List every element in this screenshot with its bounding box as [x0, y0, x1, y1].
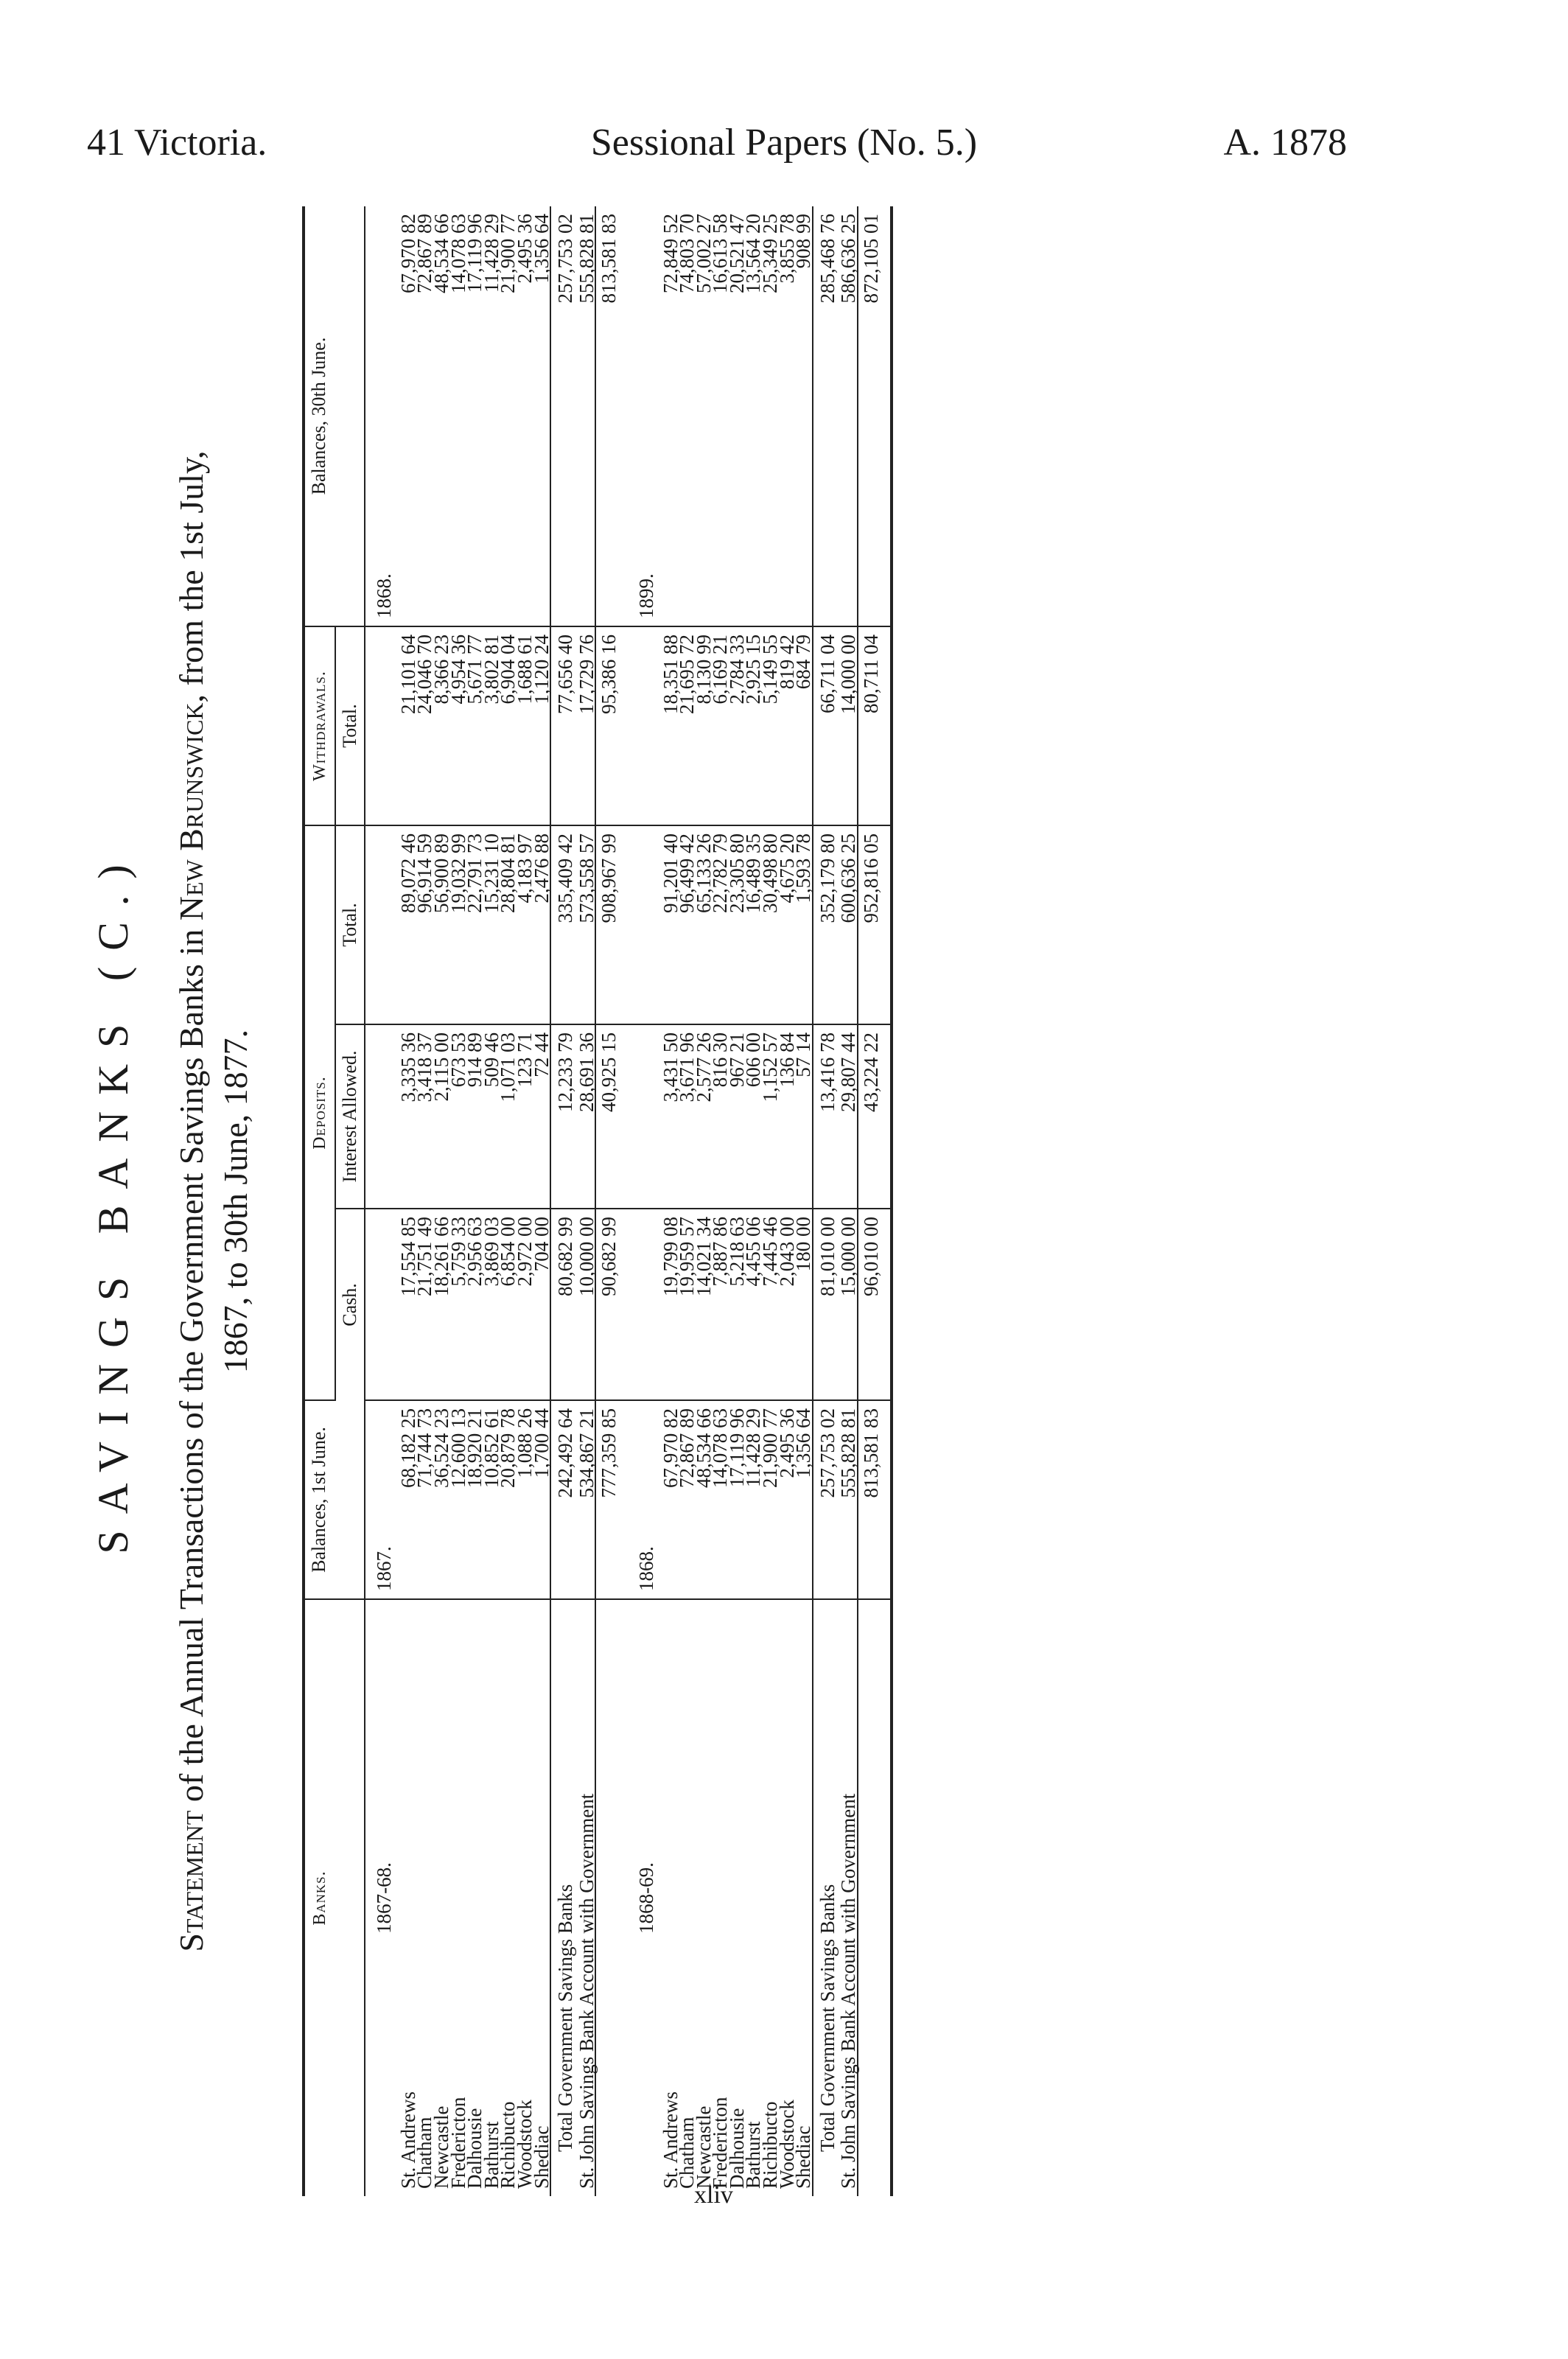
cell-open: 11,428 29	[745, 1400, 762, 1599]
cell-close: 2,495 36	[517, 206, 533, 626]
cell-interest: 914 89	[466, 1024, 483, 1209]
empty-cell	[365, 1024, 400, 1209]
bank-name: Shediac	[530, 2125, 553, 2189]
grand-cash: 90,682 99	[595, 1209, 628, 1400]
empty-cell	[628, 825, 662, 1024]
header-left: 41 Victoria.	[87, 122, 267, 164]
col-interest: Interest Allowed.	[335, 1024, 365, 1209]
statement-text-1: of the Annual Transactions of the Government Savings Banks in	[172, 920, 210, 1811]
cell-cash: 2,956 63	[466, 1209, 483, 1400]
grand-dep-total: 952,816 05	[858, 825, 892, 1024]
cell-close: 16,613 58	[712, 206, 729, 626]
cell-wd-total: 6,169 21	[712, 626, 729, 825]
table-row	[416, 206, 433, 2196]
cell-cash: 180 00	[795, 1209, 813, 1400]
cell-wd-total: 17,729 76	[578, 626, 596, 825]
cell-dep-total: 22,791 73	[466, 825, 483, 1024]
cell-interest: 1,152 57	[762, 1024, 779, 1209]
total-government-row	[813, 206, 841, 2196]
cell-interest: 606 00	[745, 1024, 762, 1209]
section-label: 1868-69.	[634, 1862, 657, 1934]
cell-wd-total: 819 42	[779, 626, 796, 825]
cell-cash: 6,854 00	[500, 1209, 517, 1400]
cell-dep-total: 600,636 25	[840, 825, 858, 1024]
header-right: A. 1878	[1223, 122, 1347, 164]
cell-cash: 18,261 66	[433, 1209, 450, 1400]
cell-close: 20,521 47	[729, 206, 746, 626]
cell-close: 586,636 25	[840, 206, 858, 626]
cell-interest: 3,335 36	[400, 1024, 417, 1209]
ledger-body	[365, 206, 891, 2196]
cell-open: 14,078 63	[712, 1400, 729, 1599]
bank-name: Fredericton	[709, 2097, 732, 2189]
bank-name: Dalhousie	[463, 2108, 486, 2189]
cell-open: 67,970 82	[662, 1400, 679, 1599]
cell-cash: 2,972 00	[517, 1209, 533, 1400]
cell-close: 908 99	[795, 206, 813, 626]
cell-cash: 7,887 86	[712, 1209, 729, 1400]
col-deposits-total: Total.	[335, 825, 365, 1024]
grand-close: 872,105 01	[858, 206, 892, 626]
cell-close: 13,564 20	[745, 206, 762, 626]
bank-name: Chatham	[413, 2117, 436, 2189]
statement-line-2: 1867, to 30th June, 1877.	[217, 1029, 254, 1374]
cell-wd-total: 3,802 81	[483, 626, 500, 825]
cell-interest: 967 21	[729, 1024, 746, 1209]
cell-dep-total: 16,489 35	[745, 825, 762, 1024]
empty-cell	[628, 1024, 662, 1209]
cell-dep-total: 15,231 10	[483, 825, 500, 1024]
rotated-statement-block	[88, 206, 1356, 2196]
grand-dep-total: 908,967 99	[595, 825, 628, 1024]
col-group-deposits: Deposits.	[304, 825, 335, 1400]
cell-wd-total: 18,351 88	[662, 626, 679, 825]
bank-name: Newcastle	[692, 2105, 715, 2189]
bank-name: Total Government Savings Banks	[813, 1599, 841, 2196]
cell-interest: 28,691 36	[578, 1024, 596, 1209]
grand-cash: 96,010 00	[858, 1209, 892, 1400]
cell-interest: 136 84	[779, 1024, 796, 1209]
grand-wd-total: 80,711 04	[858, 626, 892, 825]
cell-wd-total: 21,695 72	[679, 626, 696, 825]
cell-open: 242,492 64	[550, 1400, 578, 1599]
cell-wd-total: 684 79	[795, 626, 813, 825]
cell-open: 48,534 66	[696, 1400, 713, 1599]
page-title: SAVINGS BANKS (C.)	[89, 848, 137, 1554]
cell-close: 57,002 27	[696, 206, 713, 626]
grand-total-row	[595, 206, 628, 2196]
cell-dep-total: 573,558 57	[578, 825, 596, 1024]
cell-interest: 123 71	[517, 1024, 533, 1209]
cell-close: 72,849 52	[662, 206, 679, 626]
table-row	[400, 206, 417, 2196]
empty-cell	[858, 1599, 892, 2196]
bank-name: Shediac	[792, 2125, 815, 2189]
cell-interest: 3,418 37	[416, 1024, 433, 1209]
col-withdrawals-total: Total.	[335, 626, 365, 825]
cell-open: 2,495 36	[779, 1400, 796, 1599]
cell-interest: 13,416 78	[813, 1024, 841, 1209]
cell-wd-total: 8,130 99	[696, 626, 713, 825]
col-cash: Cash.	[335, 1209, 365, 1400]
bank-name: Dalhousie	[725, 2108, 748, 2189]
cell-open: 10,852 61	[483, 1400, 500, 1599]
table-row	[483, 206, 500, 2196]
cell-cash: 5,759 33	[450, 1209, 467, 1400]
cell-close: 257,753 02	[550, 206, 578, 626]
cell-close: 17,119 96	[466, 206, 483, 626]
empty-cell	[628, 626, 662, 825]
cell-cash: 21,751 49	[416, 1209, 433, 1400]
cell-wd-total: 2,925 15	[745, 626, 762, 825]
cell-wd-total: 24,046 70	[416, 626, 433, 825]
cell-cash: 80,682 99	[550, 1209, 578, 1400]
bank-name: St. Andrews	[659, 2091, 682, 2189]
cell-open: 1,088 26	[517, 1400, 533, 1599]
bank-name: Newcastle	[430, 2105, 452, 2189]
table-row	[729, 206, 746, 2196]
bank-name: Bathurst	[742, 2121, 765, 2189]
cell-dep-total: 91,201 40	[662, 825, 679, 1024]
cell-cash: 2,043 00	[779, 1209, 796, 1400]
section-year-open: 1867.	[365, 1400, 400, 1599]
table-row	[745, 206, 762, 2196]
table-row	[433, 206, 450, 2196]
table-row	[466, 206, 483, 2196]
cell-interest: 57 14	[795, 1024, 813, 1209]
grand-total-row	[858, 206, 892, 2196]
empty-cell	[628, 1209, 662, 1400]
cell-open: 257,753 02	[813, 1400, 841, 1599]
cell-wd-total: 5,671 77	[466, 626, 483, 825]
cell-close: 72,867 89	[416, 206, 433, 626]
cell-open: 12,600 13	[450, 1400, 467, 1599]
cell-wd-total: 8,366 23	[433, 626, 450, 825]
bank-name: Richibucto	[759, 2101, 782, 2189]
total-government-row	[550, 206, 578, 2196]
cell-cash: 4,455 06	[745, 1209, 762, 1400]
page-number: xliv	[694, 2181, 733, 2209]
cell-dep-total: 56,900 89	[433, 825, 450, 1024]
cell-cash: 7,445 46	[762, 1209, 779, 1400]
cell-dep-total: 1,593 78	[795, 825, 813, 1024]
cell-open: 71,744 73	[416, 1400, 433, 1599]
section-year-open: 1868.	[628, 1400, 662, 1599]
cell-close: 67,970 82	[400, 206, 417, 626]
cell-interest: 3,671 96	[679, 1024, 696, 1209]
cell-close: 1,356 64	[533, 206, 551, 626]
table-row	[450, 206, 467, 2196]
cell-wd-total: 4,954 36	[450, 626, 467, 825]
cell-wd-total: 66,711 04	[813, 626, 841, 825]
cell-dep-total: 22,782 79	[712, 825, 729, 1024]
cell-open: 36,524 23	[433, 1400, 450, 1599]
cell-dep-total: 89,072 46	[400, 825, 417, 1024]
section-heading-row	[628, 206, 662, 2196]
statement-lead: Statement	[172, 1810, 210, 1952]
cell-open: 534,867 21	[578, 1400, 596, 1599]
table-row	[662, 206, 679, 2196]
cell-close: 285,468 76	[813, 206, 841, 626]
empty-cell	[365, 825, 400, 1024]
grand-close: 813,581 83	[595, 206, 628, 626]
col-balance-open: Balances, 1st June.	[304, 1400, 365, 1599]
cell-cash: 15,000 00	[840, 1209, 858, 1400]
bank-name: Woodstock	[513, 2100, 536, 2189]
cell-wd-total: 2,784 33	[729, 626, 746, 825]
table-row	[533, 206, 551, 2196]
table-row	[696, 206, 713, 2196]
grand-open: 813,581 83	[858, 1400, 892, 1599]
table-row	[762, 206, 779, 2196]
cell-dep-total: 352,179 80	[813, 825, 841, 1024]
cell-cash: 17,554 85	[400, 1209, 417, 1400]
bank-name: Woodstock	[775, 2100, 798, 2189]
cell-close: 74,803 70	[679, 206, 696, 626]
table-row	[500, 206, 517, 2196]
cell-wd-total: 21,101 64	[400, 626, 417, 825]
section-heading-row	[365, 206, 400, 2196]
cell-dep-total: 4,675 20	[779, 825, 796, 1024]
cell-interest: 29,807 44	[840, 1024, 858, 1209]
cell-cash: 3,869 03	[483, 1209, 500, 1400]
table-row	[712, 206, 729, 2196]
cell-wd-total: 1,688 61	[517, 626, 533, 825]
bank-name: Richibucto	[497, 2101, 519, 2189]
grand-interest: 40,925 15	[595, 1024, 628, 1209]
cell-dep-total: 19,032 99	[450, 825, 467, 1024]
cell-close: 48,534 66	[433, 206, 450, 626]
cell-dep-total: 96,499 42	[679, 825, 696, 1024]
bank-name: St. John Savings Bank Account with Government	[837, 1793, 860, 2189]
cell-open: 20,879 78	[500, 1400, 517, 1599]
bank-name: St. Andrews	[396, 2091, 419, 2189]
table-row	[795, 206, 813, 2196]
cell-wd-total: 1,120 24	[533, 626, 551, 825]
grand-interest: 43,224 22	[858, 1024, 892, 1209]
cell-open: 1,700 44	[533, 1400, 551, 1599]
cell-interest: 12,233 79	[550, 1024, 578, 1209]
ledger-table	[302, 206, 893, 2196]
col-banks: Banks.	[304, 1599, 365, 2196]
statement-caption	[169, 206, 258, 2196]
cell-open: 18,920 21	[466, 1400, 483, 1599]
cell-wd-total: 77,656 40	[550, 626, 578, 825]
cell-wd-total: 5,149 55	[762, 626, 779, 825]
cell-open: 68,182 25	[400, 1400, 417, 1599]
cell-dep-total: 96,914 59	[416, 825, 433, 1024]
cell-dep-total: 335,409 42	[550, 825, 578, 1024]
cell-dep-total: 23,305 80	[729, 825, 746, 1024]
cell-wd-total: 14,000 00	[840, 626, 858, 825]
grand-wd-total: 95,386 16	[595, 626, 628, 825]
cell-wd-total: 6,904 04	[500, 626, 517, 825]
cell-dep-total: 2,476 88	[533, 825, 551, 1024]
cell-close: 3,855 78	[779, 206, 796, 626]
cell-dep-total: 28,804 81	[500, 825, 517, 1024]
cell-cash: 19,959 57	[679, 1209, 696, 1400]
bank-name: Bathurst	[480, 2121, 503, 2189]
bank-name: St. John Savings Bank Account with Government	[575, 1793, 598, 2189]
cell-interest: 1,071 03	[500, 1024, 517, 1209]
cell-open: 21,900 77	[762, 1400, 779, 1599]
grand-open: 777,359 85	[595, 1400, 628, 1599]
bank-name: Total Government Savings Banks	[550, 1599, 578, 2196]
cell-interest: 3,431 50	[662, 1024, 679, 1209]
cell-interest: 72 44	[533, 1024, 551, 1209]
table-row	[679, 206, 696, 2196]
cell-cash: 704 00	[533, 1209, 551, 1400]
section-year-close: 1868.	[365, 206, 400, 626]
empty-cell	[365, 1209, 400, 1400]
col-balance-close: Balances, 30th June.	[304, 206, 365, 626]
header-center: Sessional Papers (No. 5.)	[590, 122, 978, 164]
cell-dep-total: 65,133 26	[696, 825, 713, 1024]
table-row	[779, 206, 796, 2196]
cell-close: 14,078 63	[450, 206, 467, 626]
cell-dep-total: 30,498 80	[762, 825, 779, 1024]
st-john-row	[840, 206, 858, 2196]
cell-cash: 81,010 00	[813, 1209, 841, 1400]
cell-close: 25,349 25	[762, 206, 779, 626]
cell-close: 21,900 77	[500, 206, 517, 626]
bank-name: Chatham	[676, 2117, 699, 2189]
cell-cash: 19,799 08	[662, 1209, 679, 1400]
st-john-row	[578, 206, 596, 2196]
section-year-close: 1899.	[628, 206, 662, 626]
cell-dep-total: 4,183 97	[517, 825, 533, 1024]
cell-close: 555,828 81	[578, 206, 596, 626]
bank-name: Fredericton	[447, 2097, 469, 2189]
cell-open: 555,828 81	[840, 1400, 858, 1599]
cell-open: 72,867 89	[679, 1400, 696, 1599]
cell-interest: 2,577 26	[696, 1024, 713, 1209]
cell-open: 17,119 96	[729, 1400, 746, 1599]
section-label: 1867-68.	[373, 1862, 396, 1934]
cell-close: 11,428 29	[483, 206, 500, 626]
col-group-withdrawals: Withdrawals.	[304, 626, 335, 825]
cell-open: 1,356 64	[795, 1400, 813, 1599]
cell-interest: 816 30	[712, 1024, 729, 1209]
cell-interest: 2,115 00	[433, 1024, 450, 1209]
cell-cash: 5,218 63	[729, 1209, 746, 1400]
table-row	[517, 206, 533, 2196]
cell-cash: 10,000 00	[578, 1209, 596, 1400]
statement-province: New Brunswick	[172, 702, 210, 921]
cell-cash: 14,021 34	[696, 1209, 713, 1400]
cell-interest: 509 46	[483, 1024, 500, 1209]
empty-cell	[365, 626, 400, 825]
empty-cell	[595, 1599, 628, 2196]
statement-text-2: , from the 1st July,	[172, 450, 210, 703]
cell-interest: 673 53	[450, 1024, 467, 1209]
